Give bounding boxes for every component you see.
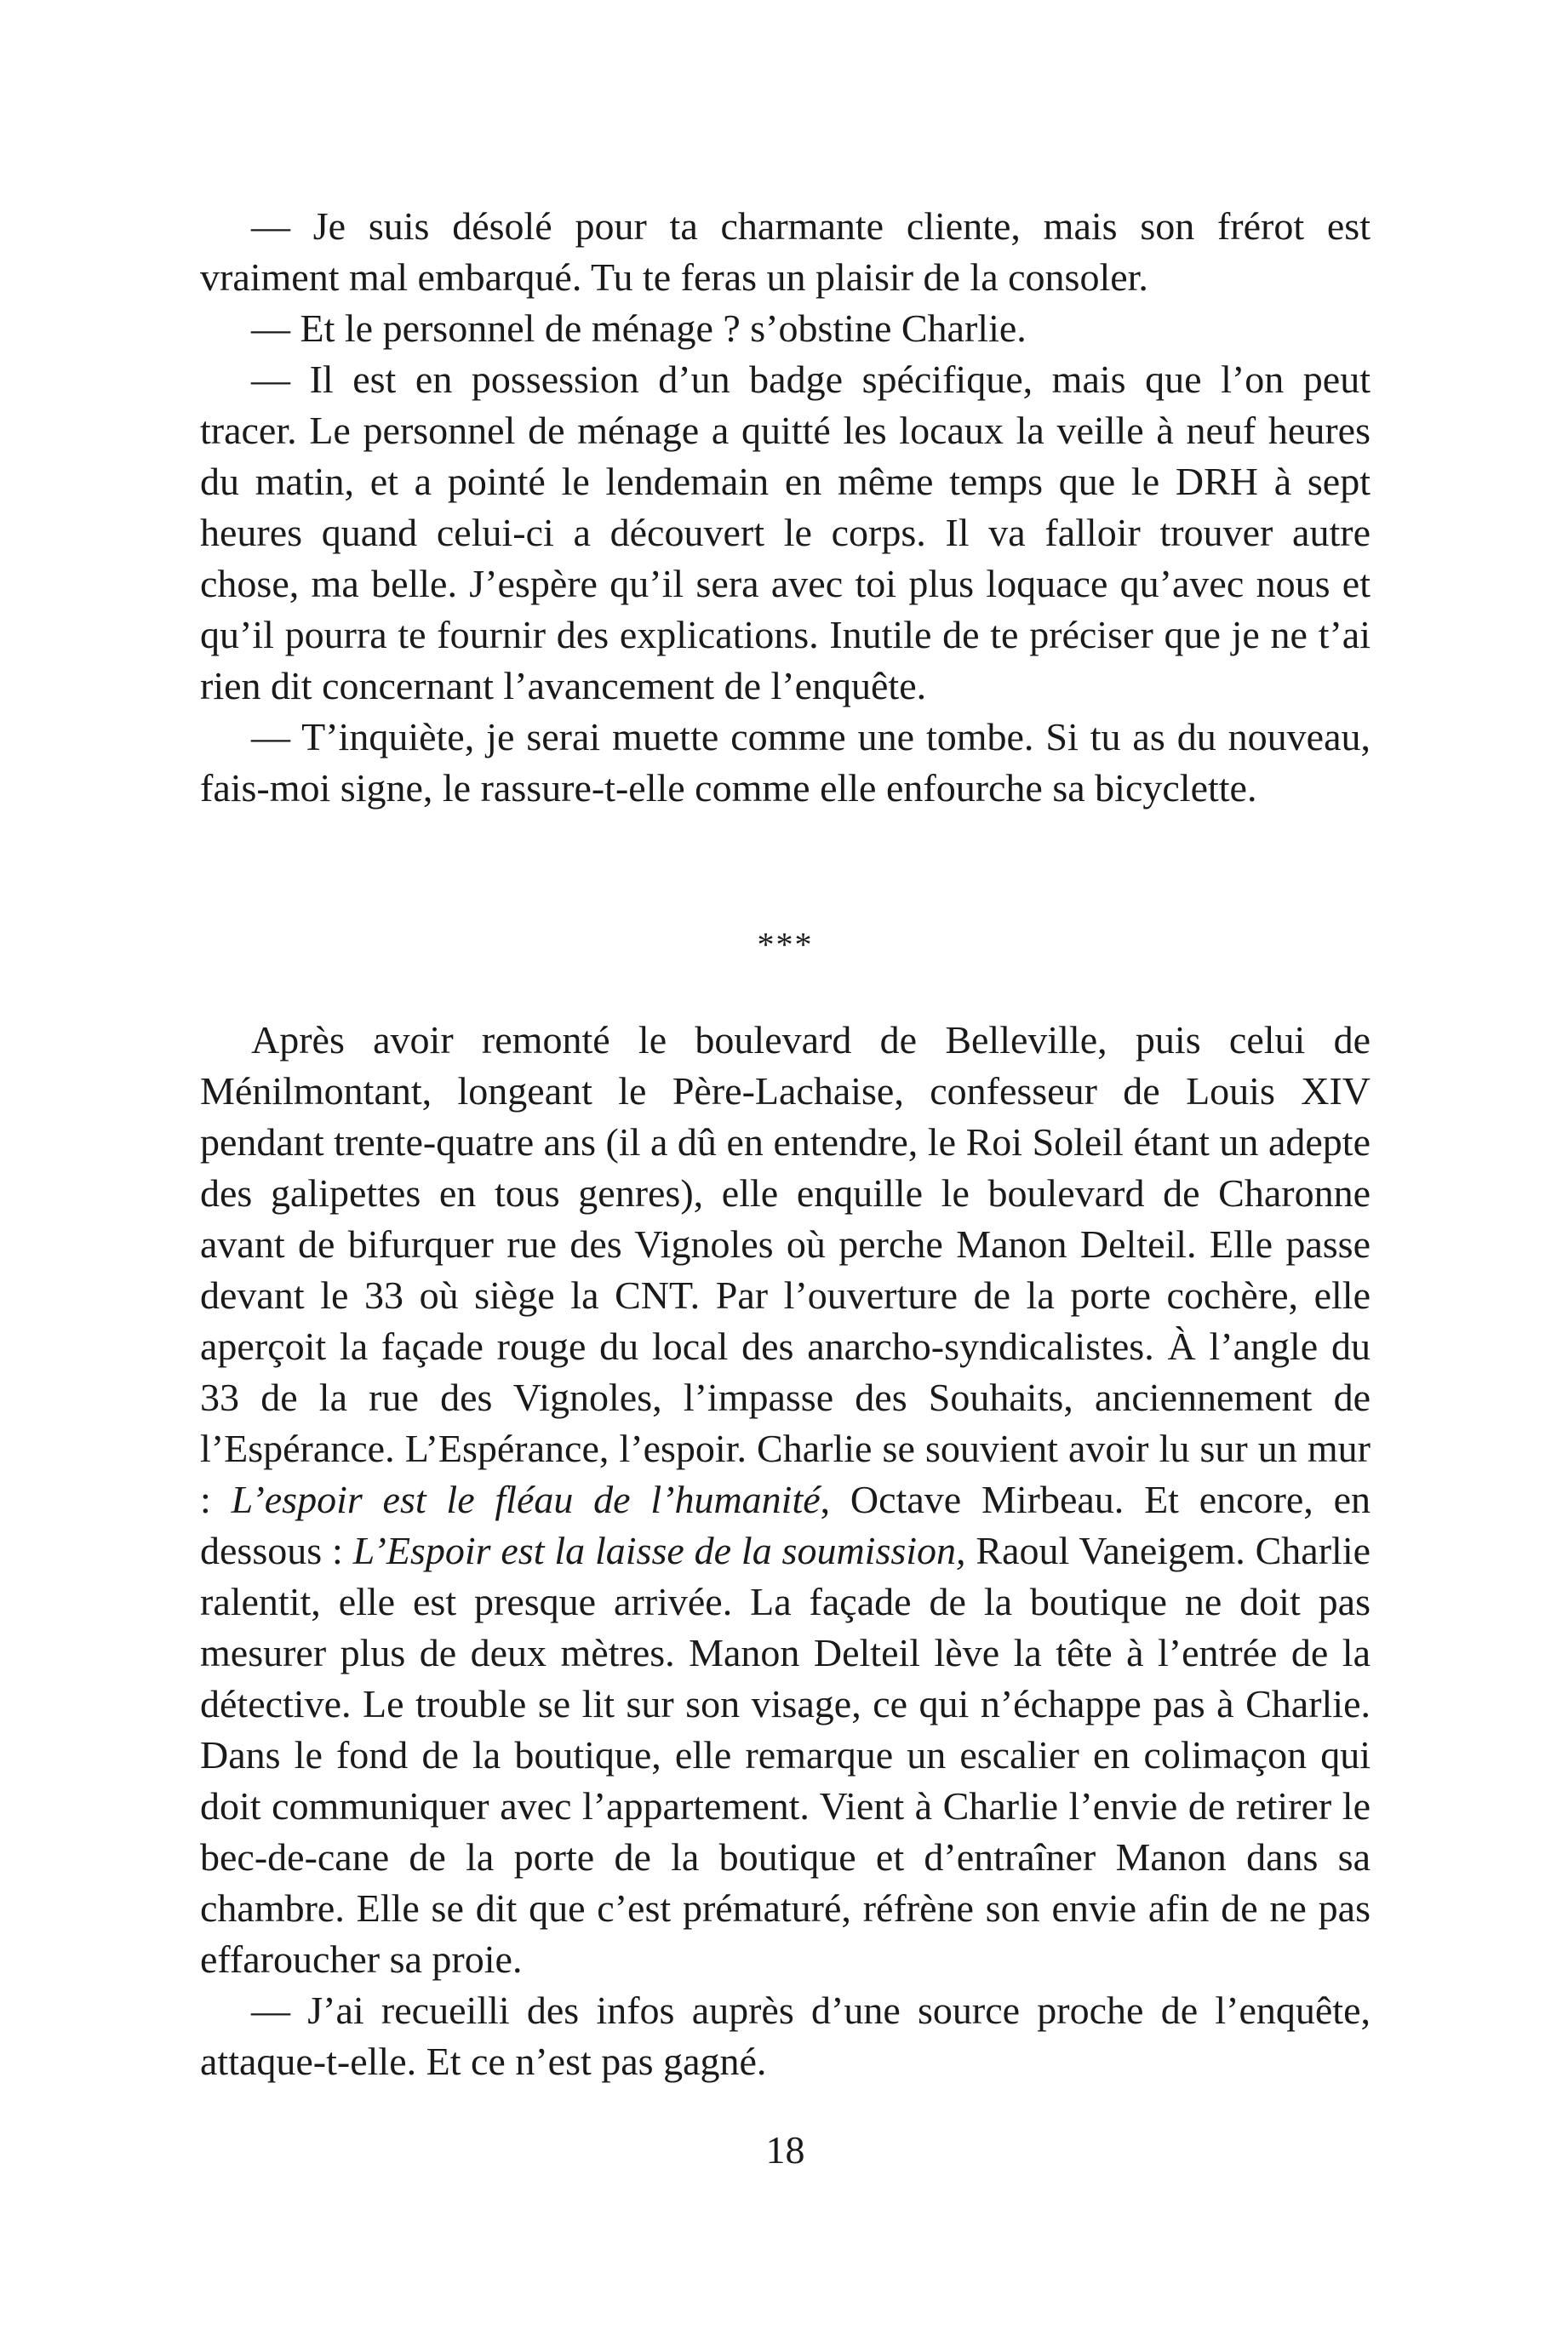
paragraph: — J’ai recueilli des infos auprès d’une source proche de l’enquête, attaque-t-elle. Et ce n’est pas gagné. — [200, 1989, 1371, 2083]
text-run: Raoul Vaneigem. Charlie ralentit, elle est presque arrivée. La façade de la boutique ne doit pas mesurer plus de deux mètres. Manon Delteil lève la tête à l’entrée de la détective. Le trouble se lit sur son visage, ce qui n’échappe pas à Charlie. Dans le fond de la boutique, elle remarque un escalier en colimaçon qui doit communiquer avec l’appartement. Vient à Charlie l’envie de retirer le bec-de-cane de la porte de la boutique et d’entraîner Manon dans sa chambre. Elle se dit que c’est prématuré, réfrène son envie afin de ne pas effaroucher sa proie. — [200, 1529, 1371, 1981]
text-run: , Octave Mirbeau. Et encore, en dessous : — [200, 1478, 1371, 1572]
paragraph: — Et le personnel de ménage ? s’obstine Charlie. — [251, 306, 1027, 350]
text-run: Après avoir remonté le boulevard de Belleville, puis celui de Ménilmontant, longeant le Père-Lachaise, confesseur de Louis XIV pendant trente-quatre ans (il a dû en entendre, le Roi Soleil étant un adepte des galipettes en tous genres), elle enquille le boulevard de Charonne avant de bifurquer rue des Vignoles où perche Manon Delteil. Elle passe devant le 33 où siège la CNT. Par l’ouverture de la porte cochère, elle aperçoit la façade rouge du local des anarcho-syndicalistes. À l’angle du 33 de la rue des Vignoles, l’impasse des Souhaits, anciennement de l’Espérance. L’Espérance, l’espoir. Charlie se souvient avoir lu sur un mur : — [200, 1018, 1371, 1521]
scene-break: *** — [757, 925, 814, 964]
quote-mirbeau: L’espoir est le fléau de l’humanité — [231, 1478, 821, 1521]
paragraph: — Je suis désolé pour ta charmante cliente, mais son frérot est vraiment mal embarqué. Tu te feras un plaisir de la consoler. — [200, 204, 1371, 299]
quote-vaneigem: L’Espoir est la laisse de la soumission, — [352, 1529, 966, 1572]
page-number: 18 — [765, 2128, 805, 2172]
paragraph: — Il est en possession d’un badge spécifique, mais que l’on peut tracer. Le personnel de ménage a quitté les locaux la veille à neuf heures du matin, et a pointé le lendemain en même temps que le DRH à sept heures quand celui-ci a découvert le corps. Il va falloir trouver autre chose, ma belle. J’espère qu’il sera avec toi plus loquace qu’avec nous et qu’il pourra te fournir des explications. Inutile de te préciser que je ne t’ai rien dit concernant l’avancement de l’enquête. — [200, 358, 1371, 707]
paragraph — [200, 1015, 1371, 1985]
narrative-section — [200, 1015, 1371, 2087]
paragraph: — T’inquiète, je serai muette comme une tombe. Si tu as du nouveau, fais-moi signe, le rassure-t-elle comme elle enfourche sa bicyclette. — [200, 715, 1371, 810]
dialogue-section — [200, 201, 1371, 814]
